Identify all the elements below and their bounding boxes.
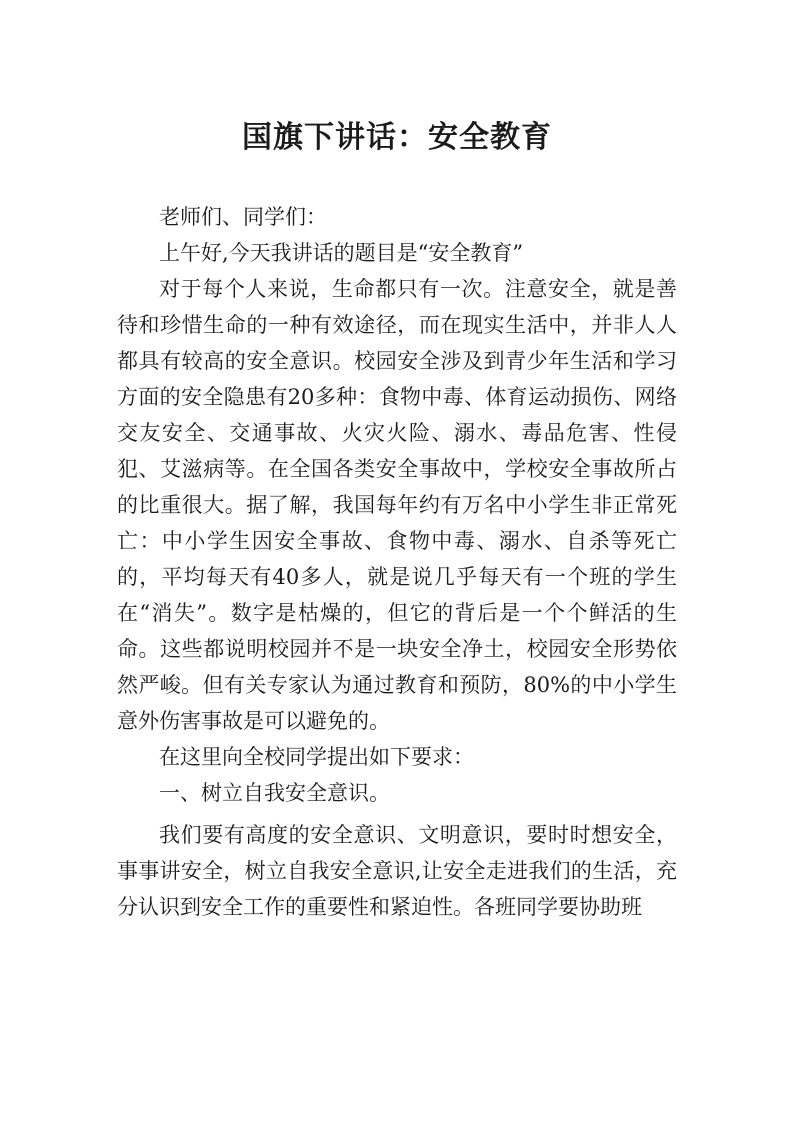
greeting-paragraph: 老师们、同学们： xyxy=(159,205,327,229)
body-paragraph: 对于每个人来说，生命都只有一次。注意安全，就是善待和珍惜生命的一种有效途径，而在现实生活中，并非人人都具有较高的安全意识。校园安全涉及到青少年生活和学习方面的安全隐患有20多种：食物中毒、体育运动损伤、网络交友安全、交通事故、火灾火险、溺水、毒品危害、性侵犯、艾滋病等。在全国各类安全事故中，学校安全事故所占的比重很大。据了解，我国每年约有万名中小学生非正常死亡：中小学生因安全事故、食物中毒、溺水、自杀等死亡的，平均每天有40多人，就是说几乎每天有一个班的学生在“消失”。数字是枯燥的，但它的背后是一个个鲜活的生命。这些都说明校园并不是一块安全净土，校园安全形势依然严峻。但有关专家认为通过教育和预防，80%的中小学生意外伤害事故是可以避免的。 xyxy=(117,277,677,733)
document-title: 国旗下讲话：安全教育 xyxy=(242,120,552,156)
section-paragraph: 我们要有高度的安全意识、文明意识，要时时想安全，事事讲安全，树立自我安全意识,让安全走进我们的生活，充分认识到安全工作的重要性和紧迫性。各班同学要协助班 xyxy=(117,823,677,919)
section-heading: 一、树立自我安全意识。 xyxy=(159,781,390,805)
document-body xyxy=(117,199,677,925)
requirements-intro-paragraph: 在这里向全校同学提出如下要求： xyxy=(159,745,474,769)
intro-paragraph: 上午好,今天我讲话的题目是“安全教育” xyxy=(159,241,524,265)
